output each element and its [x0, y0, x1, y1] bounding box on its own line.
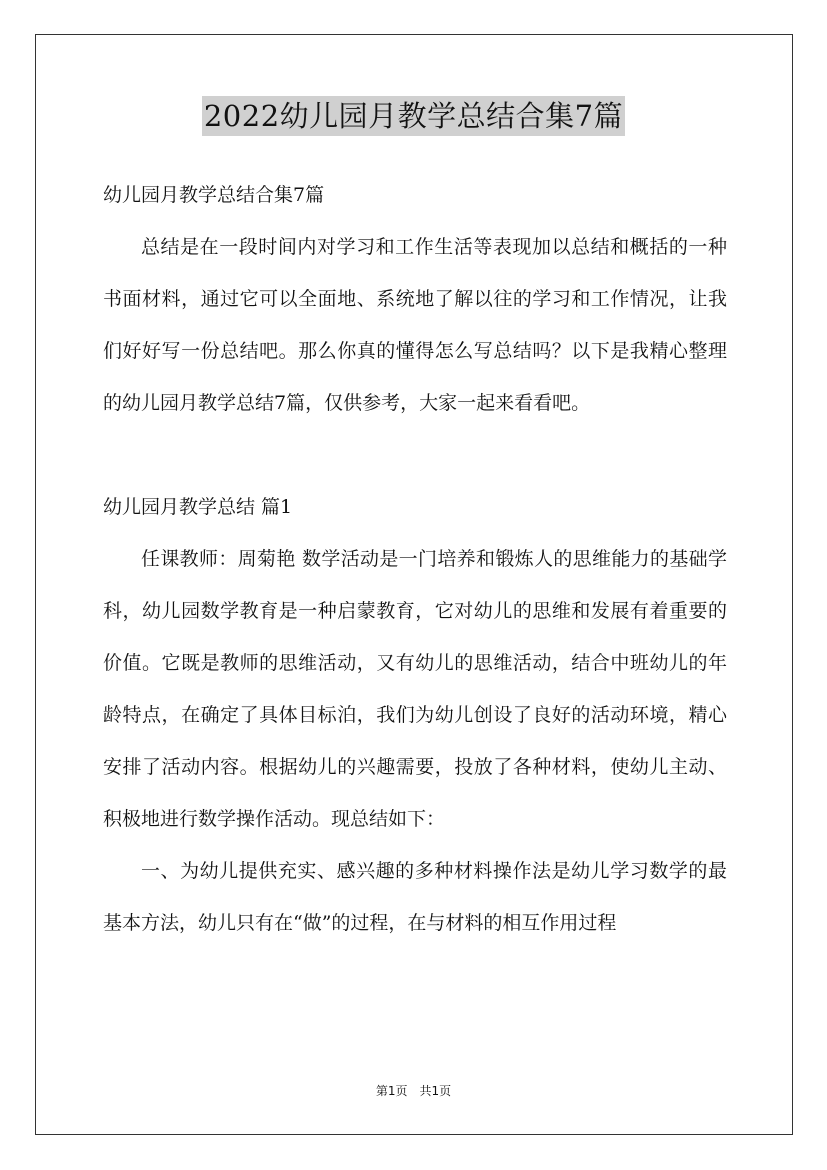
document-subtitle: 幼儿园月教学总结合集7篇 — [103, 184, 325, 206]
section-paragraph-1: 任课教师：周菊艳 数学活动是一门培养和锻炼人的思维能力的基础学科，幼儿园数学教育是一种启蒙教育，它对幼儿的思维和发展有着重要的价值。它既是教师的思维活动，又有幼儿的思维活动，结合中班幼儿的年龄特点，在确定了具体目标泊，我们为幼儿创设了良好的活动环境，精心安排了活动内容。根据幼儿的兴趣需要，投放了各种材料，使幼儿主动、积极地进行数学操作活动。现总结如下： — [103, 548, 727, 830]
title-container — [0, 96, 827, 136]
section-heading: 幼儿园月教学总结 篇1 — [103, 496, 293, 518]
page-total: 共1页 — [419, 1084, 452, 1098]
section-paragraph-2: 一、为幼儿提供充实、感兴趣的多种材料操作法是幼儿学习数学的最基本方法，幼儿只有在“做”的过程，在与材料的相互作用过程 — [103, 860, 727, 934]
page-number: 第1页 — [375, 1084, 408, 1098]
document-body — [103, 169, 727, 949]
page-footer — [0, 1083, 827, 1099]
intro-paragraph: 总结是在一段时间内对学习和工作生活等表现加以总结和概括的一种书面材料，通过它可以全面地、系统地了解以往的学习和工作情况，让我们好好写一份总结吧。那么你真的懂得怎么写总结吗？以下是我精心整理的幼儿园月教学总结7篇，仅供参考，大家一起来看看吧。 — [103, 236, 727, 414]
document-title: 2022幼儿园月教学总结合集7篇 — [202, 96, 625, 136]
paragraph-gap — [103, 429, 727, 481]
